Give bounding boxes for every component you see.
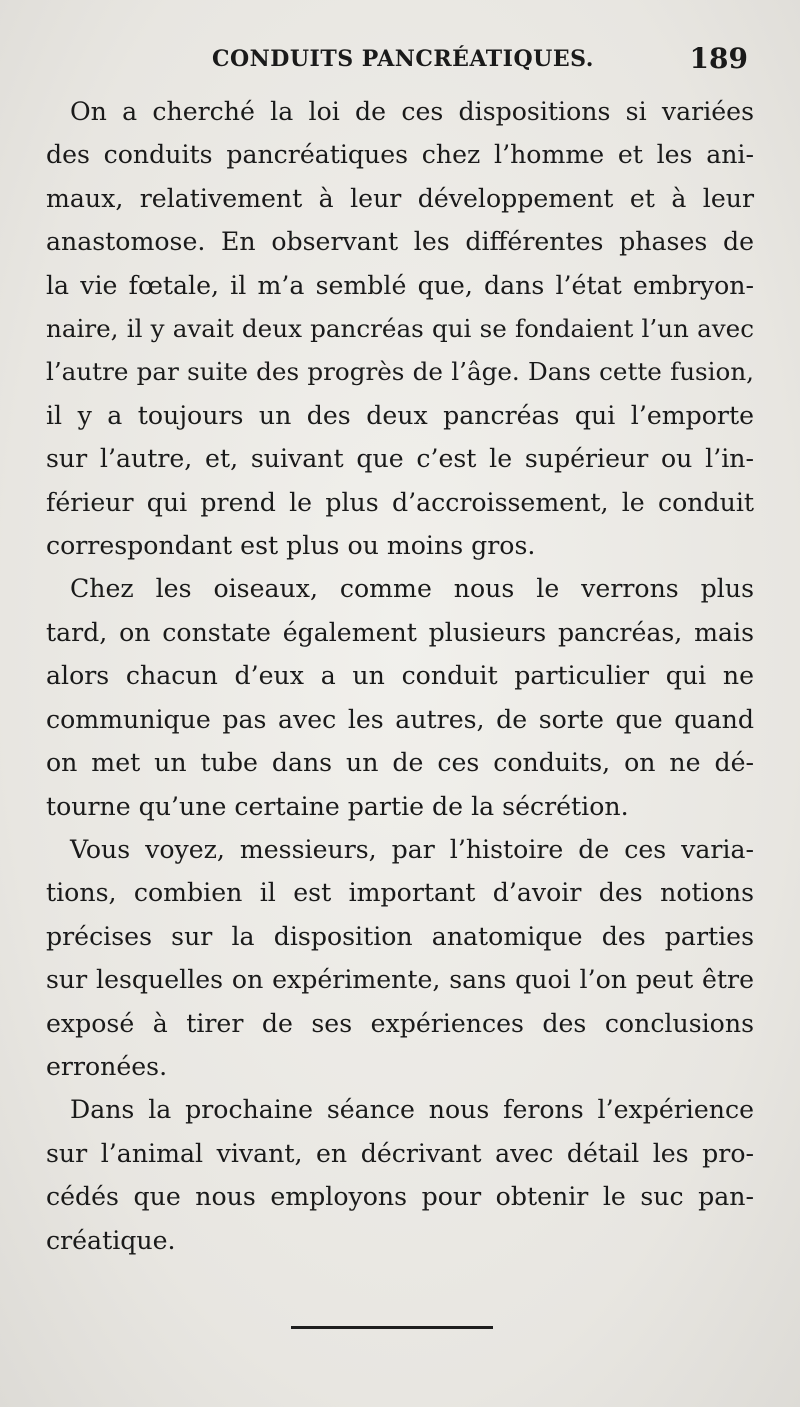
text-line: erronées. [46, 1051, 168, 1081]
text-line: des conduits pancréatiques chez l’homme et les ani- [46, 140, 754, 170]
paragraph [46, 90, 754, 567]
text-line: cédés que nous employons pour obtenir le suc pan- [46, 1182, 754, 1212]
text-line: l’autre par suite des progrès de l’âge. Dans cette fusion, [46, 357, 754, 387]
text-line: créatique. [46, 1225, 176, 1255]
text-line: anastomose. En observant les différentes phases de [46, 227, 754, 257]
paragraph [46, 567, 754, 827]
page-number: 189 [689, 42, 748, 75]
text-line: alors chacun d’eux a un conduit particulier qui ne [46, 661, 754, 691]
running-head: CONDUITS PANCRÉATIQUES. [212, 46, 594, 72]
body-text [46, 90, 754, 1262]
text-line: exposé à tirer de ses expériences des conclusions [46, 1008, 754, 1038]
text-line: on met un tube dans un de ces conduits, on ne dé- [46, 748, 754, 778]
text-line: correspondant est plus ou moins gros. [46, 531, 536, 561]
paragraph [46, 828, 754, 1088]
text-line: maux, relativement à leur développement et à leur [46, 183, 754, 213]
text-line: communique pas avec les autres, de sorte que quand [46, 704, 754, 734]
text-line: Vous voyez, messieurs, par l’histoire de ces varia- [70, 834, 754, 864]
text-line: sur lesquelles on expérimente, sans quoi l’on peut être [46, 965, 754, 995]
page-header [46, 44, 748, 80]
text-line: la vie fœtale, il m’a semblé que, dans l’état embryon- [46, 270, 754, 300]
end-rule [291, 1326, 493, 1329]
paragraph [46, 1088, 754, 1262]
text-line: tions, combien il est important d’avoir des notions [46, 878, 754, 908]
text-line: naire, il y avait deux pancréas qui se fondaient l’un avec [46, 314, 754, 344]
text-line: férieur qui prend le plus d’accroissement, le conduit [46, 487, 754, 517]
text-line: Chez les oiseaux, comme nous le verrons plus [70, 574, 754, 604]
text-line: sur l’autre, et, suivant que c’est le supérieur ou l’in- [46, 444, 754, 474]
text-line: On a cherché la loi de ces dispositions si variées [70, 97, 754, 126]
text-line: tard, on constate également plusieurs pancréas, mais [46, 617, 754, 647]
text-line: précises sur la disposition anatomique des parties [46, 921, 754, 951]
text-line: Dans la prochaine séance nous ferons l’expérience [70, 1095, 754, 1125]
text-line: sur l’animal vivant, en décrivant avec détail les pro- [46, 1138, 754, 1168]
text-line: tourne qu’une certaine partie de la sécrétion. [46, 791, 629, 821]
text-line: il y a toujours un des deux pancréas qui l’emporte [46, 400, 754, 430]
